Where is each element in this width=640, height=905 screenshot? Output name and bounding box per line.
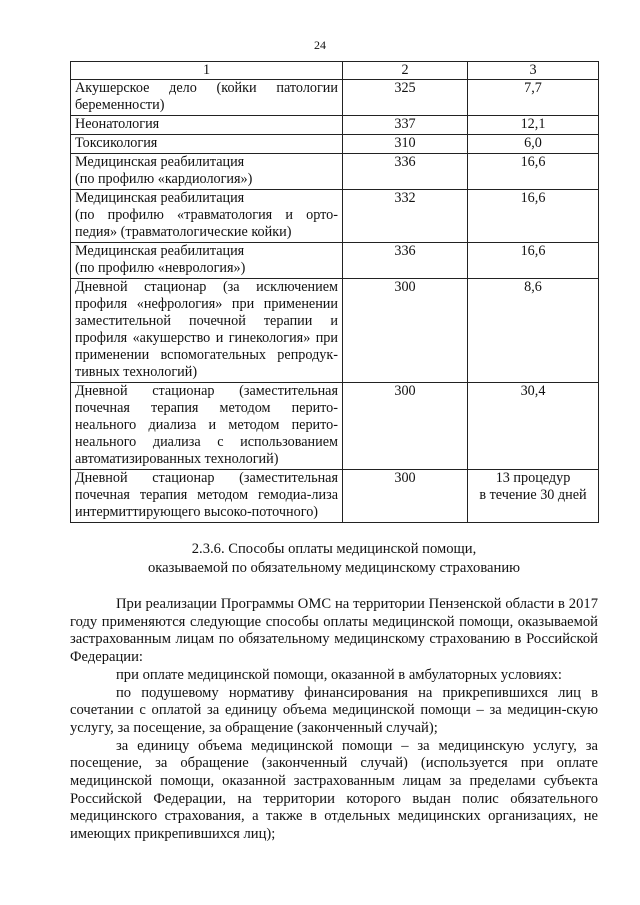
row-name-cell: Акушерское дело (койки патологии беременности)	[71, 80, 343, 116]
row-value3-cell: 16,6	[468, 190, 599, 243]
table-row	[71, 383, 599, 470]
tariff-table	[70, 61, 599, 523]
row-value3-cell: 6,0	[468, 135, 599, 154]
table-row	[71, 154, 599, 190]
table-row	[71, 135, 599, 154]
row-value3-cell: 7,7	[468, 80, 599, 116]
paragraph: при оплате медицинской помощи, оказанной в амбулаторных условиях:	[116, 666, 562, 683]
row-value2-cell: 325	[343, 80, 468, 116]
section-title-line1: 2.3.6. Способы оплаты медицинской помощи,	[191, 541, 477, 557]
row-name-cell: Токсикология	[71, 135, 343, 154]
header-cell: 2	[343, 62, 468, 80]
paragraph: При реализации Программы ОМС на территории Пензенской области в 2017 году применяются следующие способы оплаты медицинской помощи, оказываемой застрахованным лицам по обязательному медицинскому страхованию в Российской Федерации:	[70, 596, 598, 666]
body-text	[70, 596, 598, 844]
paragraph: за единицу объема медицинской помощи – за медицинскую услугу, за посещение, за обращение (законченный случай) (используется при оплате медицинской помощи, оказанной застрахованным лицам за пределами субъекта Российской Федерации, на территории которого выдан полис обязательного медицинского страхования, а также в отдельных медицинских организациях, не имеющих прикрепившихся лиц);	[70, 737, 598, 843]
row-value3-cell: 13 процедур в течение 30 дней	[468, 470, 599, 523]
row-name-cell: Медицинская реабилитация (по профилю «травматология и орто-педия» (травматологические койки)	[71, 190, 343, 243]
row-name-cell: Медицинская реабилитация (по профилю «неврология»)	[71, 243, 343, 279]
page-number: 24	[314, 38, 326, 52]
table-row	[71, 80, 599, 116]
table-row	[71, 116, 599, 135]
row-name-cell: Медицинская реабилитация (по профилю «кардиология»)	[71, 154, 343, 190]
table-header-row	[71, 62, 599, 80]
paragraph: по подушевому нормативу финансирования на прикрепившихся лиц в сочетании с оплатой за единицу объема медицинской помощи – за медицин-скую услугу, за посещение, за обращение (законченный случай);	[70, 684, 598, 736]
row-value3-cell: 16,6	[468, 154, 599, 190]
section-title-line2: оказываемой по обязательному медицинскому страхованию	[147, 560, 521, 576]
row-value2-cell: 300	[343, 470, 468, 523]
row-value3-cell: 12,1	[468, 116, 599, 135]
table-row	[71, 279, 599, 383]
table-row	[71, 243, 599, 279]
row-name-cell: Дневной стационар (заместительная почечная терапия методом перито-неального диализа и методом перито-неального диализа с использованием автоматизированных технологий)	[71, 383, 343, 470]
row-value3-cell: 8,6	[468, 279, 599, 383]
row-value2-cell: 300	[343, 383, 468, 470]
row-value3-cell: 16,6	[468, 243, 599, 279]
row-value2-cell: 336	[343, 154, 468, 190]
row-value2-cell: 336	[343, 243, 468, 279]
row-value2-cell: 332	[343, 190, 468, 243]
header-cell: 3	[468, 62, 599, 80]
row-value2-cell: 310	[343, 135, 468, 154]
table-row	[71, 190, 599, 243]
row-name-cell: Неонатология	[71, 116, 343, 135]
row-value2-cell: 337	[343, 116, 468, 135]
row-value2-cell: 300	[343, 279, 468, 383]
row-value3-cell: 30,4	[468, 383, 599, 470]
section-heading	[70, 540, 598, 578]
table-row	[71, 470, 599, 523]
header-cell: 1	[71, 62, 343, 80]
row-name-cell: Дневной стационар (заместительная почечная терапия методом гемодиа-лиза интермиттирующего высоко-поточного)	[71, 470, 343, 523]
row-name-cell: Дневной стационар (за исключением профиля «нефрология» при применении заместительной почечной терапии и профиля «акушерство и гинекология» при применении вспомогательных репродук-тивных технологий)	[71, 279, 343, 383]
